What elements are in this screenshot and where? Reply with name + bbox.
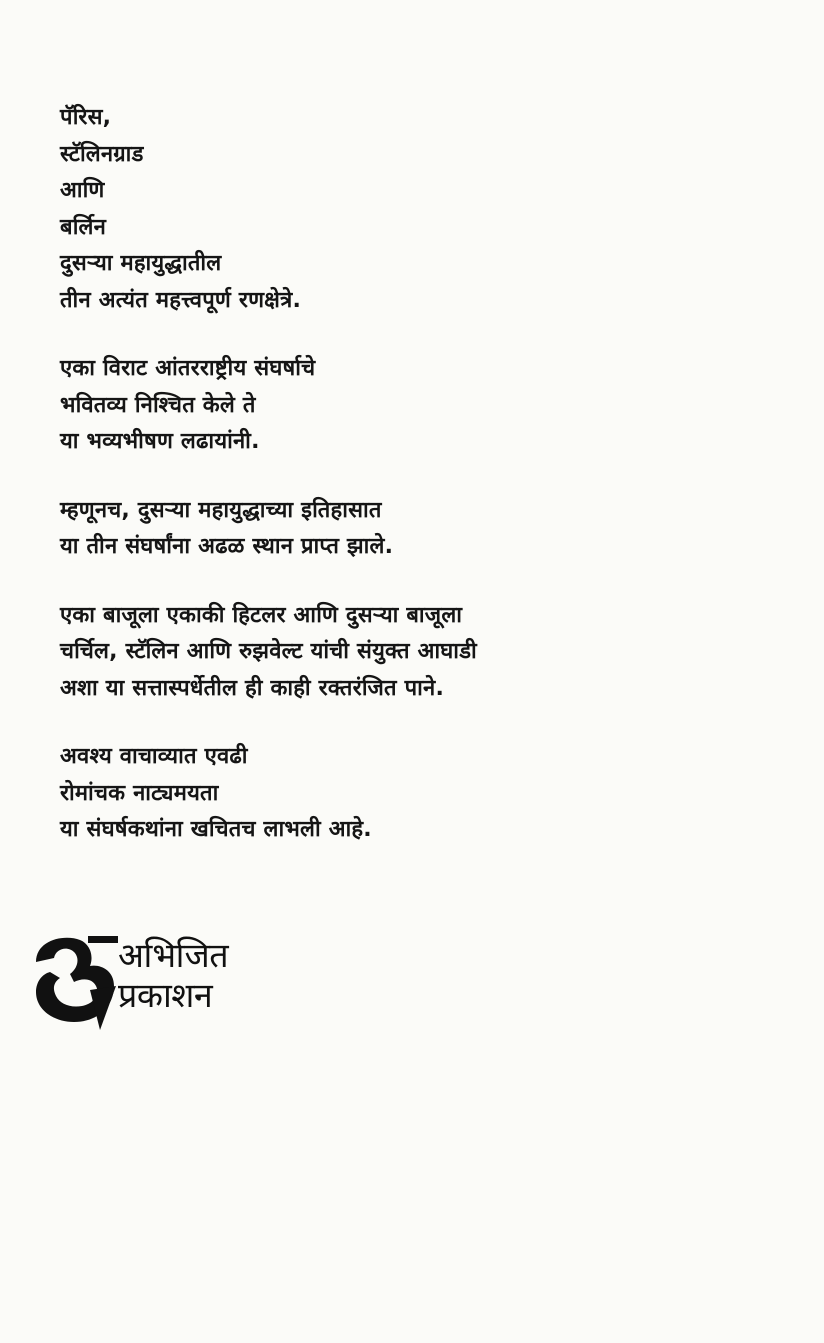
blurb-line: दुसऱ्या महायुद्धातील [60,251,222,276]
blurb-line: या संघर्षकथांना खचितच लाभली आहे. [60,817,372,842]
stanza-1 [60,100,780,319]
publisher-name [118,936,228,1016]
publisher-name-line2: प्रकाशन [118,976,213,1016]
blurb-line: अशा या सत्तास्पर्धेतील ही काही रक्तरंजित पाने. [60,675,444,701]
blurb-line: पॅरिस, [60,105,112,130]
blurb-line: चर्चिल, स्टॅलिन आणि रुझवेल्ट यांची संयुक्त आघाडी [60,639,477,664]
blurb-line: रोमांचक नाट्यमयता [60,780,219,806]
blurb-line: भवितव्य निश्चित केले ते [60,392,256,418]
blurb-line: एका बाजूला एकाकी हिटलर आणि दुसऱ्या बाजूला [60,602,463,628]
blurb-line: स्टॅलिनग्राड [60,141,144,167]
blurb-line: म्हणूनच, दुसऱ्या महायुद्धाच्या इतिहासात [60,497,382,523]
blurb-line: या तीन संघर्षांना अढळ स्थान प्राप्त झाले. [60,534,394,559]
stanza-4 [60,598,780,708]
blurb-line: तीन अत्यंत महत्त्वपूर्ण रणक्षेत्रे. [60,287,302,313]
blurb-line: आणि [60,178,105,203]
stanza-5 [60,739,780,849]
blurb-line: या भव्यभीषण लढायांनी. [60,429,260,454]
blurb-line: अवश्य वाचाव्यात एवढी [60,744,248,769]
blurb-line: एका विराट आंतरराष्ट्रीय संघर्षाचे [60,356,316,381]
stanza-3 [60,493,780,566]
blurb-line: बर्लिन [60,214,106,240]
publisher-logo [30,930,270,1030]
blurb-text [60,100,780,881]
stanza-2 [60,351,780,461]
publisher-name-line1: अभिजित [118,936,229,976]
publisher-logo-icon [30,930,120,1030]
